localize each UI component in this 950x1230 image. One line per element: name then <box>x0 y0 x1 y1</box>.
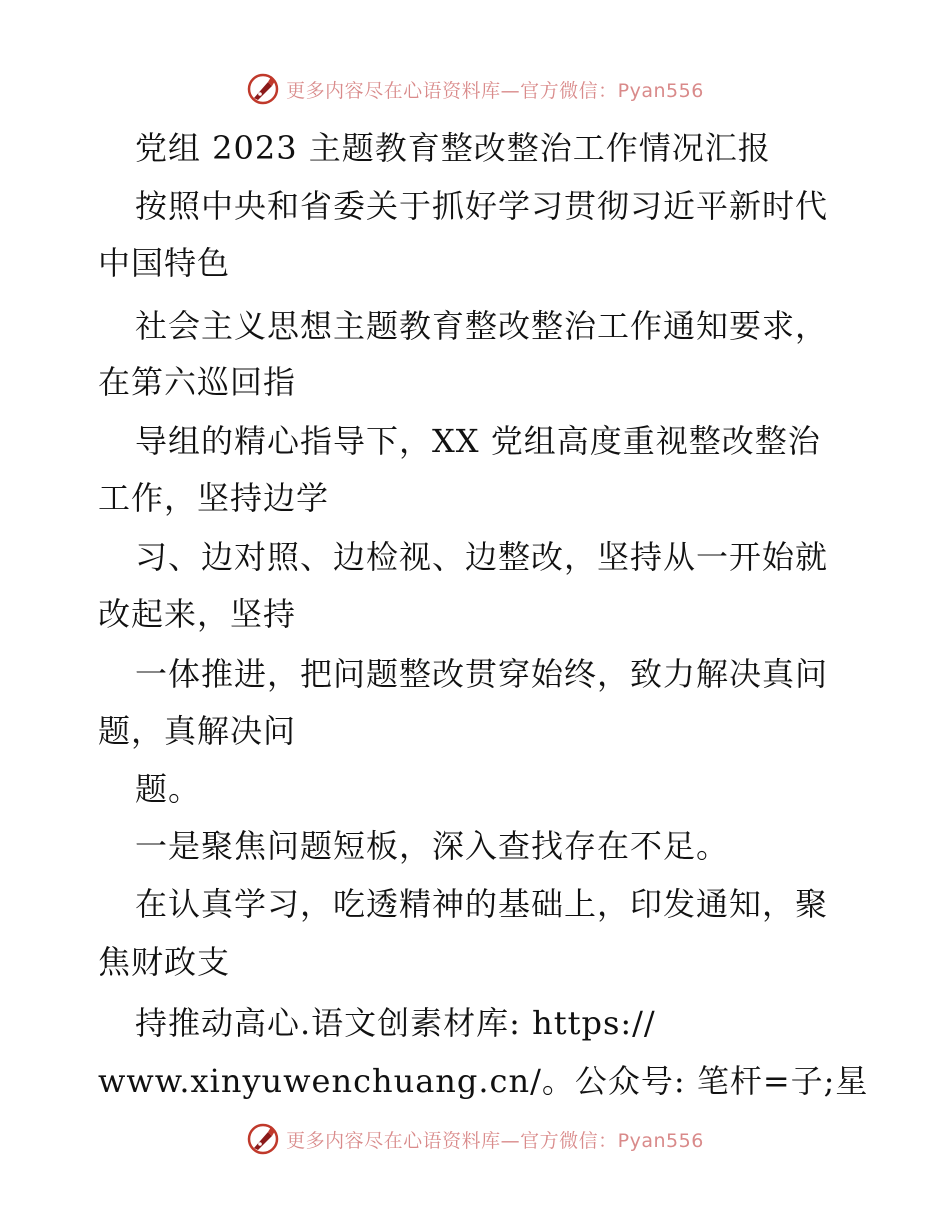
header-banner <box>0 72 950 106</box>
text-line: 题，真解决问 <box>98 712 297 750</box>
pen-nib-logo-icon <box>246 72 280 106</box>
footer-banner <box>0 1122 950 1156</box>
text-line: 工作，坚持边学 <box>98 479 330 517</box>
text-line: 一体推进，把问题整改贯穿始终，致力解决真问 <box>135 655 829 693</box>
section-heading: 一是聚焦问题短板，深入查找存在不足。 <box>135 827 730 865</box>
footer-banner-text: 更多内容尽在心语资料库—官方微信：Pyan556 <box>286 1129 704 1152</box>
text-line: 改起来，坚持 <box>98 595 297 633</box>
text-line: 持推动高心.语文创素材库: https:// <box>135 1004 656 1042</box>
text-line: 习、边对照、边检视、边整改，坚持从一开始就 <box>135 538 829 576</box>
document-title: 党组 2023 主题教育整改整治工作情况汇报 <box>135 129 771 167</box>
text-line: 按照中央和省委关于抓好学习贯彻习近平新时代 <box>135 187 829 225</box>
text-line: 焦财政支 <box>98 943 231 981</box>
text-line: 导组的精心指导下，XX 党组高度重视整改整治 <box>135 422 821 460</box>
text-line: 题。 <box>135 770 202 808</box>
pen-nib-logo-icon <box>246 1122 280 1156</box>
header-banner-text: 更多内容尽在心语资料库—官方微信：Pyan556 <box>286 79 704 102</box>
text-line: www.xinyuwenchuang.cn/。公众号: 笔杆=子;星 <box>98 1062 869 1100</box>
text-line: 中国特色 <box>98 244 231 282</box>
text-line: 社会主义思想主题教育整改整治工作通知要求， <box>135 307 829 345</box>
text-line: 在第六巡回指 <box>98 363 297 401</box>
text-line: 在认真学习，吃透精神的基础上，印发通知，聚 <box>135 885 829 923</box>
